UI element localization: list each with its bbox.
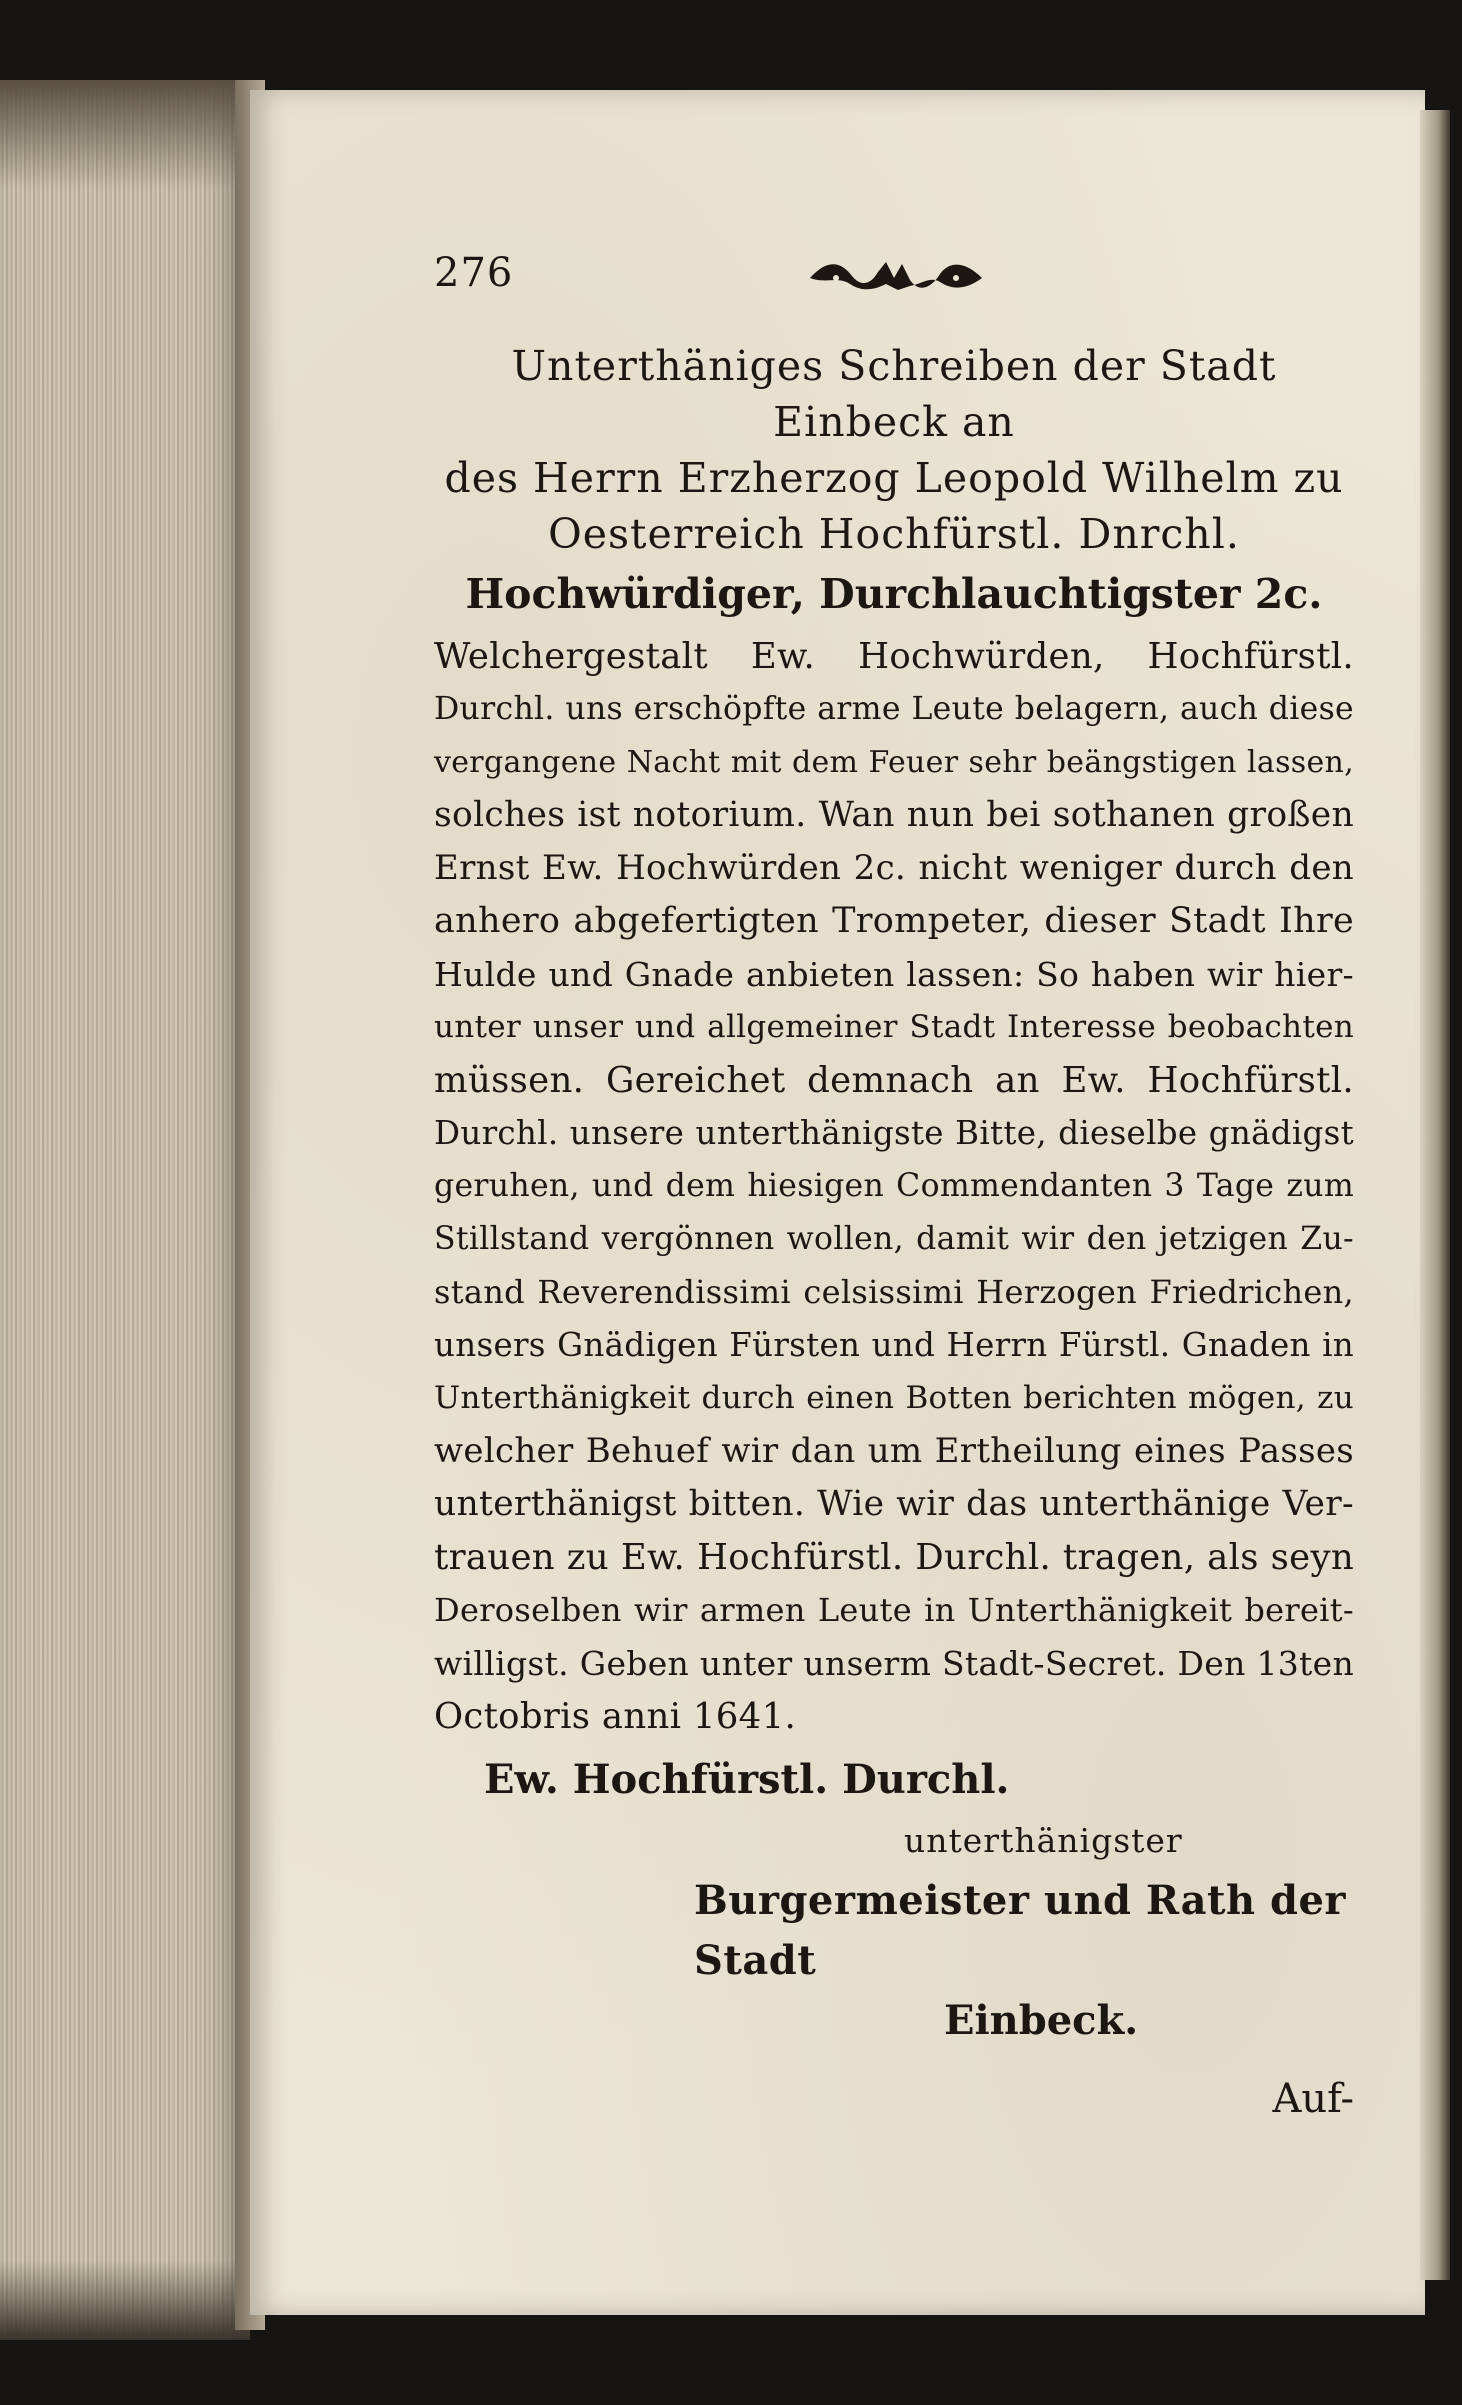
catchword: Auf- — [1272, 2076, 1354, 2122]
body-line: willigst. Geben unter unserm Stadt-Secret. Den 13ten — [434, 1644, 1354, 1683]
body-line: Deroselben wir armen Leute in Unterthänigkeit bereit- — [434, 1591, 1354, 1629]
page-edges — [0, 80, 250, 2340]
page-number: 276 — [434, 250, 514, 296]
body-line: anhero abgefertigten Trompeter, dieser Stadt Ihre — [434, 901, 1354, 941]
closing-city: Einbeck. — [944, 1997, 1139, 2044]
body-line: solches ist notorium. Wan nun bei sothanen großen — [434, 795, 1354, 835]
body-line: Durchl. unsere unterthänigste Bitte, dieselbe gnädigst — [434, 1114, 1354, 1152]
heading-line: Unterthäniges Schreiben der Stadt Einbeck an — [511, 342, 1277, 446]
body-line: Unterthänigkeit durch einen Botten berichten mögen, zu — [434, 1380, 1354, 1416]
body-line: Hulde und Gnade anbieten lassen: So haben wir hier- — [434, 955, 1354, 994]
closing-signer: Burgermeister und Rath der Stadt — [694, 1877, 1346, 1984]
running-head — [434, 250, 1354, 310]
body-line: vergangene Nacht mit dem Feuer sehr beängstigen lassen, — [434, 745, 1354, 780]
letter-salutation: Hochwürdiger, Durchlauchtigster 2c. — [465, 570, 1323, 618]
letter-body — [434, 630, 1354, 1743]
body-line: Durchl. uns erschöpfte arme Leute belagern, auch diese — [434, 691, 1354, 727]
body-line: Octobris anni 1641. — [434, 1696, 797, 1737]
body-line: stand Reverendissimi celsissimi Herzogen Friedrichen, — [434, 1273, 1354, 1311]
letter-heading — [434, 338, 1354, 562]
heading-line: Oesterreich Hochfürstl. Dnrchl. — [548, 510, 1240, 558]
page-right-edge — [1420, 110, 1450, 2280]
body-line: unsers Gnädigen Fürsten und Herrn Fürstl. Gnaden in — [434, 1326, 1354, 1364]
body-line: geruhen, und dem hiesigen Commendanten 3 Tage zum — [434, 1168, 1354, 1204]
body-line: Welchergestalt Ew. Hochwürden, Hochfürstl. — [434, 636, 1354, 677]
body-line: Stillstand vergönnen wollen, damit wir den jetzigen Zu- — [434, 1221, 1354, 1257]
body-line: Ernst Ew. Hochwürden 2c. nicht weniger durch den — [434, 848, 1354, 888]
body-line: unter unser und allgemeiner Stadt Interesse beobachten — [434, 1009, 1354, 1045]
printer-ornament-icon — [806, 254, 986, 298]
body-line: trauen zu Ew. Hochfürstl. Durchl. tragen, als seyn — [434, 1537, 1354, 1578]
body-line: welcher Behuef wir dan um Ertheilung eines Passes — [434, 1431, 1354, 1471]
page-text — [434, 250, 1354, 2129]
heading-line: des Herrn Erzherzog Leopold Wilhelm zu — [444, 454, 1344, 502]
closing-title: Ew. Hochfürstl. Durchl. — [484, 1756, 1010, 1803]
body-line: unterthänigst bitten. Wie wir das unterthänige Ver- — [434, 1484, 1354, 1524]
closing-humble: unterthänigster — [904, 1821, 1183, 1860]
letter-closing — [434, 1749, 1354, 2129]
body-line: müssen. Gereichet demnach an Ew. Hochfürstl. — [434, 1060, 1354, 1101]
